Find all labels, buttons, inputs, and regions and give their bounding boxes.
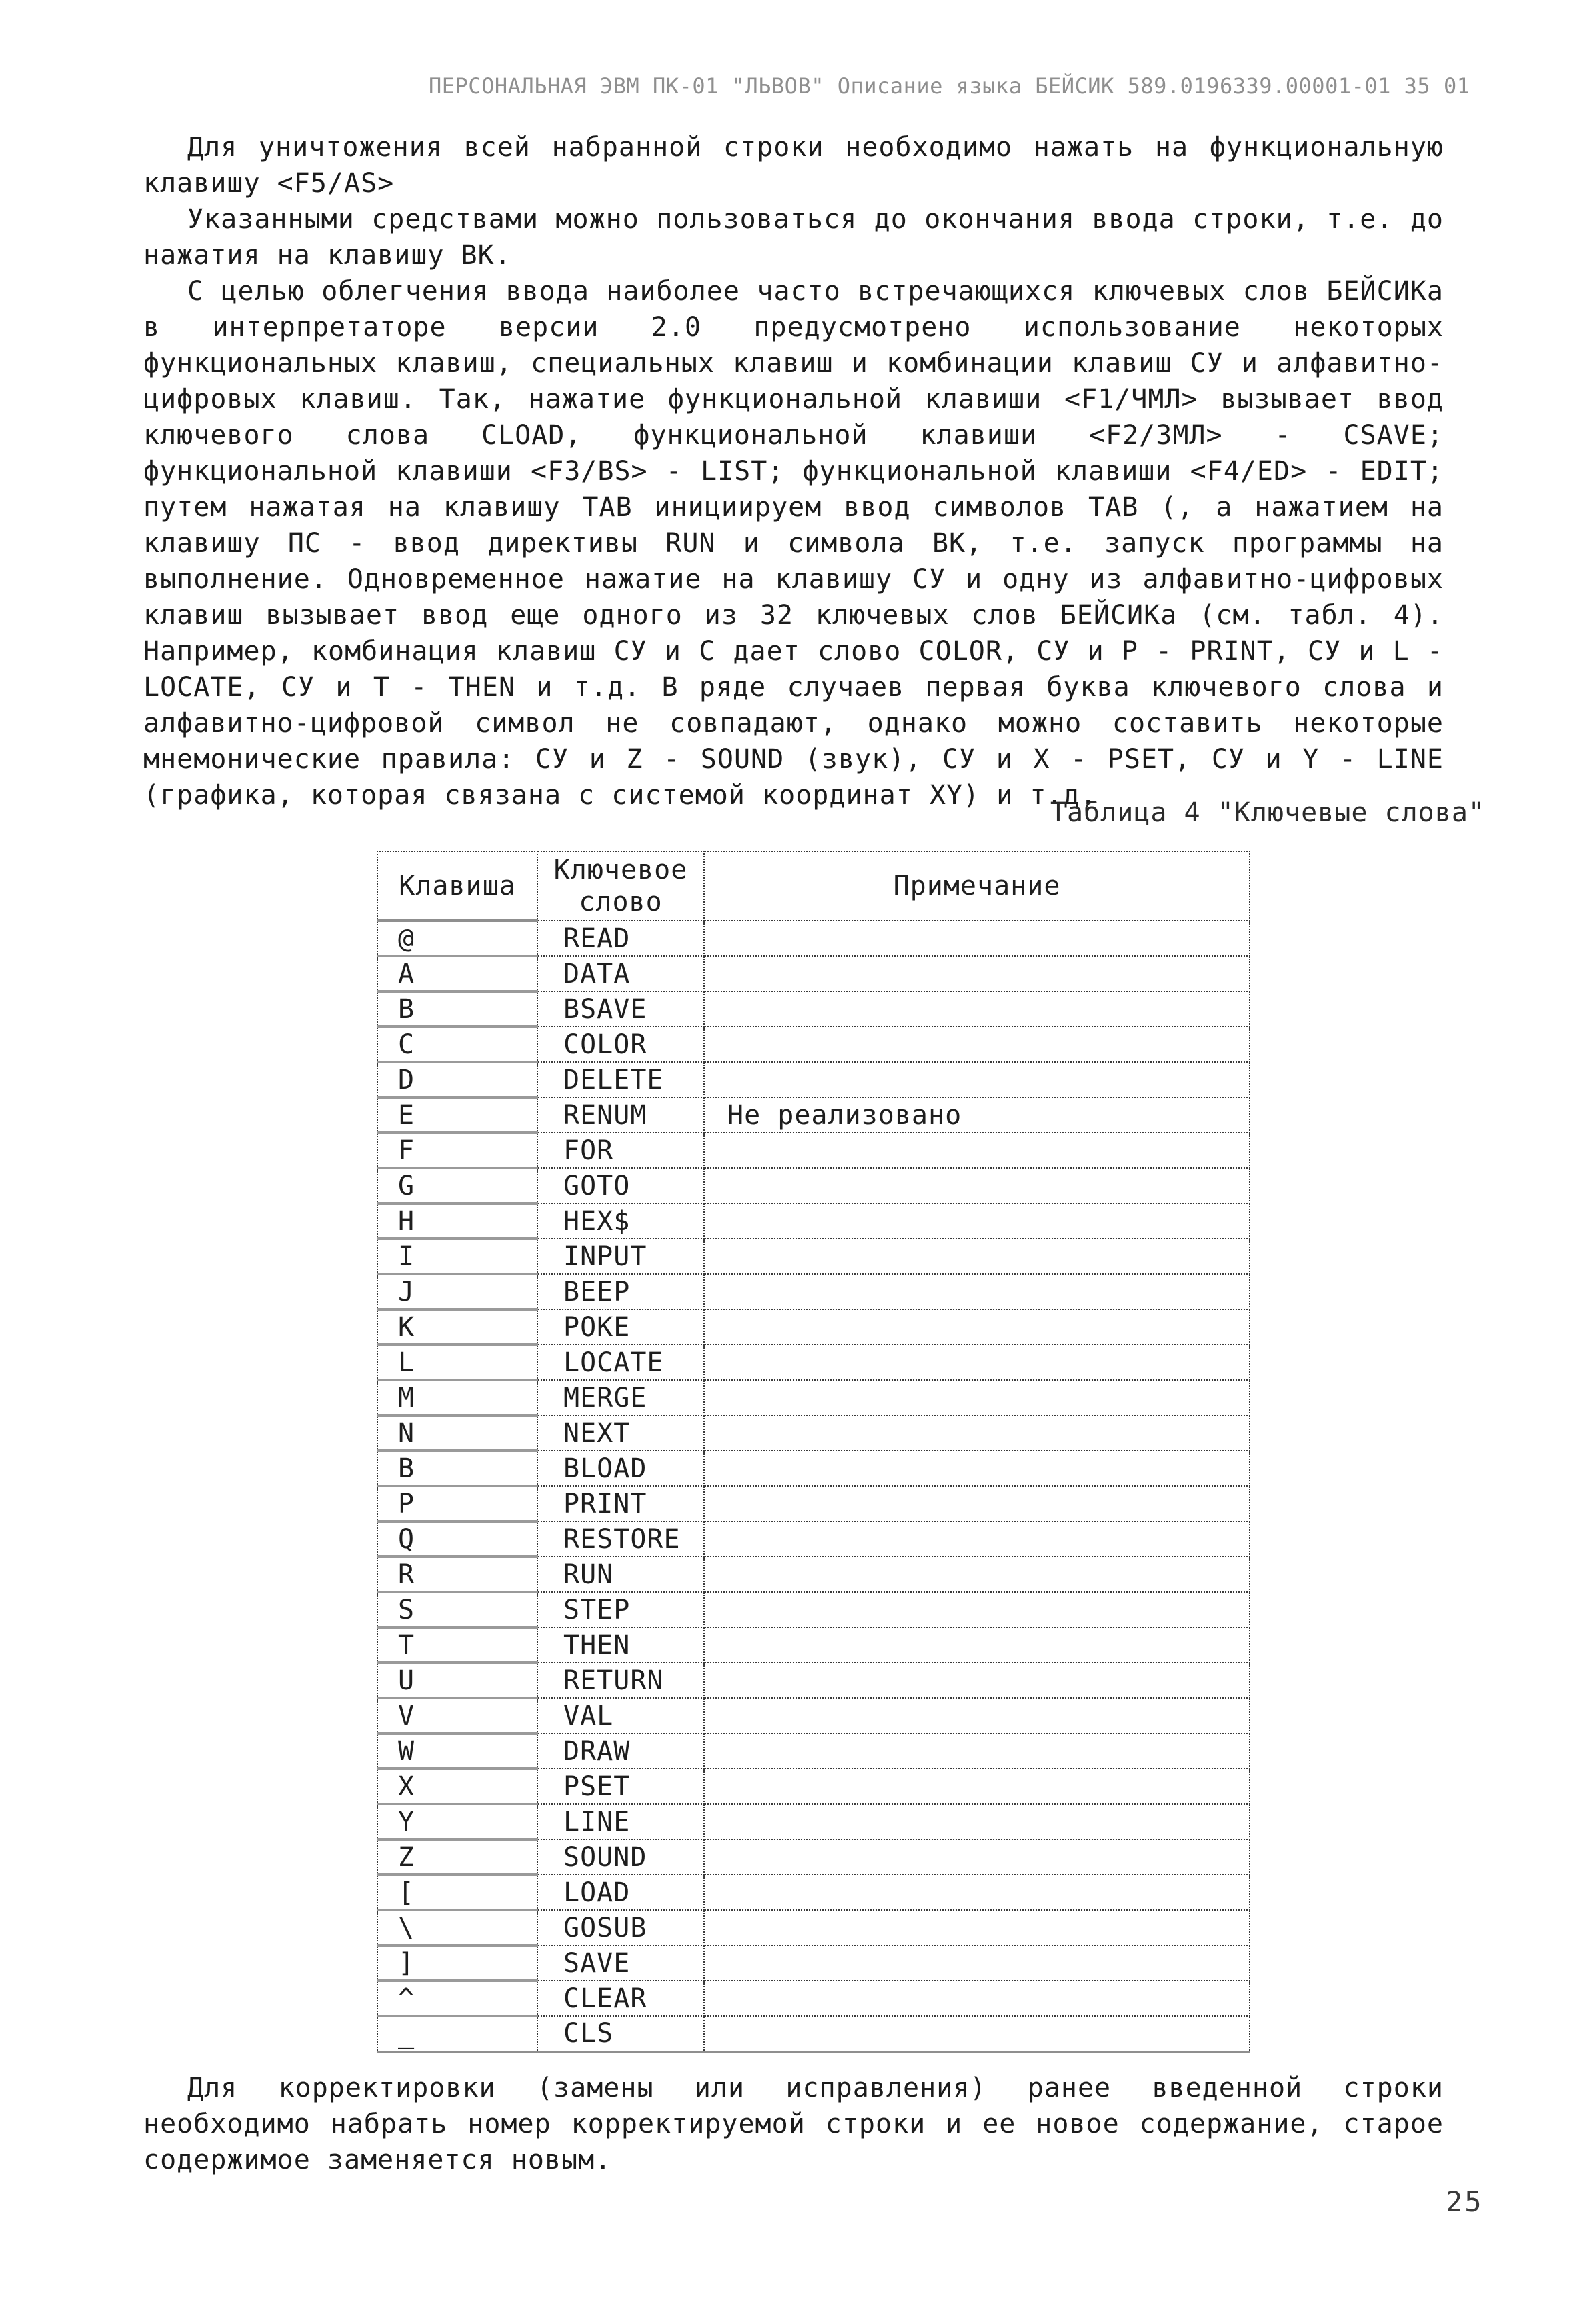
cell-key: A (377, 956, 537, 991)
cell-key: P (377, 1486, 537, 1521)
cell-word: BSAVE (537, 991, 704, 1027)
cell-note (704, 1345, 1250, 1380)
cell-key: K (377, 1309, 537, 1345)
cell-key: B (377, 991, 537, 1027)
cell-note (704, 1839, 1250, 1875)
cell-note (704, 1557, 1250, 1592)
table-row (377, 2016, 1250, 2051)
table-row (377, 1451, 1250, 1486)
cell-word: PSET (537, 1769, 704, 1804)
cell-word: SOUND (537, 1839, 704, 1875)
cell-note (704, 1875, 1250, 1910)
paragraph: Указанными средствами можно пользоваться до окончания ввода строки, т.е. до нажатия на клавишу ВК. (143, 204, 1444, 271)
cell-note: Не реализовано (704, 1097, 1250, 1133)
cell-key: Z (377, 1839, 537, 1875)
cell-key: W (377, 1733, 537, 1769)
cell-word: RETURN (537, 1663, 704, 1698)
cell-key: G (377, 1168, 537, 1203)
cell-key: U (377, 1663, 537, 1698)
cell-word: LINE (537, 1804, 704, 1839)
cell-word: FOR (537, 1133, 704, 1168)
cell-note (704, 1415, 1250, 1451)
cell-word: MERGE (537, 1380, 704, 1415)
cell-note (704, 1804, 1250, 1839)
table-row (377, 1910, 1250, 1945)
keywords-table (377, 851, 1250, 2053)
cell-note (704, 1981, 1250, 2016)
cell-key: D (377, 1062, 537, 1097)
cell-word: CLEAR (537, 1981, 704, 2016)
cell-key: M (377, 1380, 537, 1415)
cell-key: N (377, 1415, 537, 1451)
cell-key: H (377, 1203, 537, 1239)
cell-key: T (377, 1627, 537, 1663)
column-header-keyword: Ключевое слово (537, 851, 704, 921)
cell-word: RENUM (537, 1097, 704, 1133)
body-text-top (143, 129, 1444, 813)
cell-note (704, 991, 1250, 1027)
table-row (377, 956, 1250, 991)
cell-key: ^ (377, 1981, 537, 2016)
cell-note (704, 1451, 1250, 1486)
table-row (377, 1557, 1250, 1592)
table-row (377, 1309, 1250, 1345)
cell-note (704, 1592, 1250, 1627)
cell-word: RESTORE (537, 1521, 704, 1557)
table-row (377, 1733, 1250, 1769)
table-row (377, 1769, 1250, 1804)
cell-key: J (377, 1274, 537, 1309)
cell-word: BEEP (537, 1274, 704, 1309)
cell-word: THEN (537, 1627, 704, 1663)
cell-note (704, 1203, 1250, 1239)
cell-word: RUN (537, 1557, 704, 1592)
table-row (377, 921, 1250, 956)
cell-word: COLOR (537, 1027, 704, 1062)
cell-key: B (377, 1451, 537, 1486)
cell-note (704, 921, 1250, 956)
cell-note (704, 1380, 1250, 1415)
table-row (377, 1133, 1250, 1168)
cell-note (704, 956, 1250, 991)
cell-word: POKE (537, 1309, 704, 1345)
cell-word: PRINT (537, 1486, 704, 1521)
table-header (377, 851, 1250, 921)
cell-word: INPUT (537, 1239, 704, 1274)
cell-key: C (377, 1027, 537, 1062)
table-row (377, 1415, 1250, 1451)
cell-key: [ (377, 1875, 537, 1910)
cell-key: @ (377, 921, 537, 956)
table-caption: Таблица 4 "Ключевые слова" (1050, 797, 1485, 828)
cell-word: HEX$ (537, 1203, 704, 1239)
table-row (377, 1592, 1250, 1627)
table-body (377, 921, 1250, 2051)
cell-word: STEP (537, 1592, 704, 1627)
paragraph: Для уничтожения всей набранной строки необходимо нажать на функциональную клавишу <F5/AS> (143, 132, 1444, 199)
paragraph: Для корректировки (замены или исправления) ранее введенной строки необходимо набрать номер корректируемой строки и ее новое содержание, старое содержимое заменяется новым. (143, 2073, 1444, 2175)
body-text-bottom (143, 2070, 1444, 2178)
cell-note (704, 1910, 1250, 1945)
table-row (377, 1097, 1250, 1133)
cell-word: SAVE (537, 1945, 704, 1981)
column-header-note: Примечание (704, 851, 1250, 921)
page-number: 25 (1446, 2185, 1484, 2218)
cell-key: I (377, 1239, 537, 1274)
cell-key: L (377, 1345, 537, 1380)
table-row (377, 1168, 1250, 1203)
cell-note (704, 1486, 1250, 1521)
cell-key: \ (377, 1910, 537, 1945)
table-row (377, 991, 1250, 1027)
cell-note (704, 1309, 1250, 1345)
cell-key: Q (377, 1521, 537, 1557)
table-row (377, 1203, 1250, 1239)
table-row (377, 1875, 1250, 1910)
cell-word: BLOAD (537, 1451, 704, 1486)
cell-note (704, 1168, 1250, 1203)
cell-key: E (377, 1097, 537, 1133)
cell-key: Y (377, 1804, 537, 1839)
cell-note (704, 1733, 1250, 1769)
cell-key: X (377, 1769, 537, 1804)
cell-note (704, 1945, 1250, 1981)
cell-word: DELETE (537, 1062, 704, 1097)
column-header-key: Клавиша (377, 851, 537, 921)
cell-word: GOSUB (537, 1910, 704, 1945)
cell-note (704, 1239, 1250, 1274)
table-row (377, 1698, 1250, 1733)
table-row (377, 1663, 1250, 1698)
cell-word: VAL (537, 1698, 704, 1733)
cell-note (704, 1027, 1250, 1062)
table-row (377, 1345, 1250, 1380)
cell-note (704, 1133, 1250, 1168)
cell-note (704, 1062, 1250, 1097)
cell-note (704, 1698, 1250, 1733)
cell-key: _ (377, 2016, 537, 2051)
cell-note (704, 1769, 1250, 1804)
cell-note (704, 1521, 1250, 1557)
cell-key: ] (377, 1945, 537, 1981)
paragraph: С целью облегчения ввода наиболее часто встречающихся ключевых слов БЕЙСИКа в интерпретаторе версии 2.0 предусмотрено использование некоторых функциональных клавиш, специальных клавиш и комбинации клавиш СУ и алфавитно-цифровых клавиш. Так, нажатие функциональной клавиши <F1/ЧМЛ> вызывает ввод ключевого слова CLOAD, функциональной клавиши <F2/ЗМЛ> - CSAVE; функциональной клавиши <F3/BS> - LIST; функциональной клавиши <F4/ED> - EDIT; путем нажатая на клавишу ТАВ инициируем ввод символов ТАВ (, а нажатием на клавишу ПС - ввод директивы RUN и символа ВК, т.е. запуск программы на выполнение. Одновременное нажатие на клавишу СУ и одну из алфавитно-цифровых клавиш вызывает ввод еще одного из 32 ключевых слов БЕЙСИКа (см. табл. 4). Например, комбинация клавиш СУ и С дает слово COLOR, СУ и Р - PRINT, СУ и L - LOCATE, СУ и Т - THEN и т.д. В ряде случаев первая буква ключевого слова и алфавитно-цифровой символ не совпадают, однако можно составить некоторые мнемонические правила: СУ и Z - SOUND (звук), СУ и X - PSET, СУ и Y - LINE (графика, которая связана с системой координат XY) и т.д. (143, 276, 1444, 811)
cell-note (704, 2016, 1250, 2051)
table-row (377, 1239, 1250, 1274)
cell-word: LOAD (537, 1875, 704, 1910)
cell-word: LOCATE (537, 1345, 704, 1380)
table-row (377, 1486, 1250, 1521)
cell-key: R (377, 1557, 537, 1592)
cell-note (704, 1663, 1250, 1698)
cell-key: V (377, 1698, 537, 1733)
cell-word: CLS (537, 2016, 704, 2051)
table-row (377, 1062, 1250, 1097)
table-row (377, 1804, 1250, 1839)
table-row (377, 1380, 1250, 1415)
table-row (377, 1027, 1250, 1062)
cell-word: READ (537, 921, 704, 956)
table-row (377, 1274, 1250, 1309)
cell-key: S (377, 1592, 537, 1627)
cell-word: DRAW (537, 1733, 704, 1769)
page-header: ПЕРСОНАЛЬНАЯ ЭВМ ПК-01 "ЛЬВОВ" Описание языка БЕЙСИК 589.0196339.00001-01 35 01 (429, 73, 1470, 99)
table-row (377, 1839, 1250, 1875)
cell-word: GOTO (537, 1168, 704, 1203)
cell-word: NEXT (537, 1415, 704, 1451)
table-row (377, 1945, 1250, 1981)
table-row (377, 1521, 1250, 1557)
table-row (377, 1981, 1250, 2016)
cell-note (704, 1627, 1250, 1663)
table-row (377, 1627, 1250, 1663)
cell-key: F (377, 1133, 537, 1168)
cell-word: DATA (537, 956, 704, 991)
cell-note (704, 1274, 1250, 1309)
